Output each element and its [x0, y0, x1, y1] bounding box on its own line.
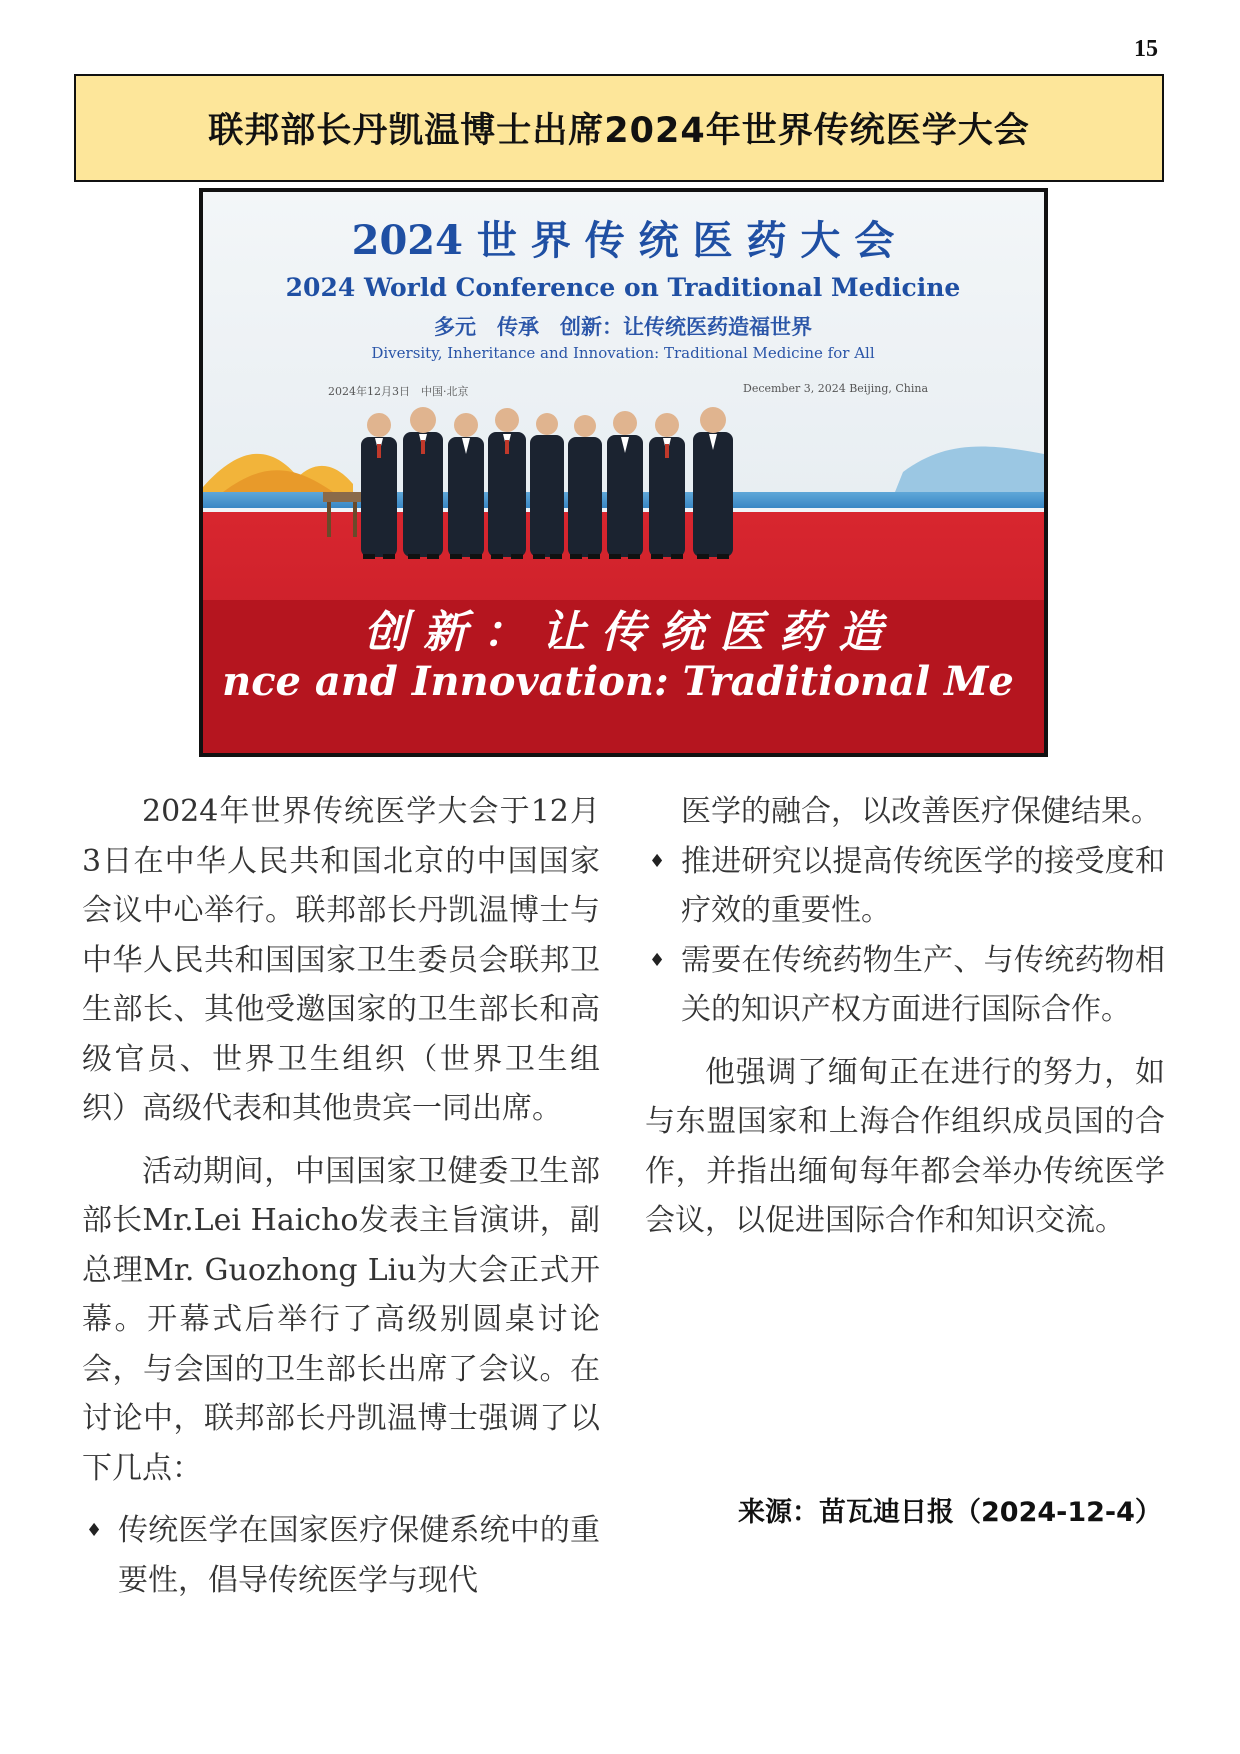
diamond-bullet-icon: ♦: [86, 1520, 103, 1541]
bullet-item-2-text: 推进研究以提高传统医学的接受度和疗效的重要性。: [681, 843, 1165, 928]
stage-banner-en: nce and Innovation: Traditional Me: [222, 658, 1014, 705]
bullet-item-1-continued-text: 医学的融合，以改善医疗保健结果。: [681, 794, 1161, 829]
paragraph-intro: 2024年世界传统医学大会于12月3日在中华人民共和国北京的中国国家会议中心举行。联邦部长丹凯温博士与中华人民共和国国家卫生委员会联邦卫生部长、其他受邀国家的卫生部长和高级官员、世界卫生组织（世界卫生组织）高级代表和其他贵宾一同出席。: [82, 794, 600, 1126]
bullet-item-1: [82, 1506, 600, 1605]
diamond-bullet-icon: ♦: [649, 949, 666, 971]
left-column: [82, 787, 600, 1605]
group-of-delegates: [361, 407, 733, 559]
conference-photo: [199, 188, 1048, 757]
article-title-box: [74, 74, 1164, 182]
bullet-item-3: [645, 936, 1165, 1035]
diamond-bullet-icon: ♦: [649, 850, 666, 872]
banner-theme-en: Diversity, Inheritance and Innovation: Traditional Medicine for All: [371, 344, 875, 362]
bullet-item-3-text: 需要在传统药物生产、与传统药物相关的知识产权方面进行国际合作。: [681, 942, 1165, 1027]
banner-date-en: December 3, 2024 Beijing, China: [743, 382, 929, 395]
page-number: 15: [1134, 36, 1158, 62]
paragraph-emphasis: 他强调了缅甸正在进行的努力，如与东盟国家和上海合作组织成员国的合作，并指出缅甸每年都会举办传统医学会议，以促进国际合作和知识交流。: [645, 1054, 1165, 1238]
stage-banner-cn: 创 新 ： 让 传 统 医 药 造: [363, 607, 883, 658]
banner-date-cn: 2024年12月3日 中国·北京: [328, 385, 469, 398]
right-column: [645, 787, 1165, 1246]
banner-title-en: 2024 World Conference on Traditional Medicine: [285, 273, 961, 302]
article-source: 来源：苗瓦迪日报（2024-12-4）: [738, 1497, 1162, 1528]
paragraph-event: 活动期间，中国国家卫健委卫生部部长Mr.Lei Haicho发表主旨演讲，副总理Mr. Guozhong Liu为大会正式开幕。开幕式后举行了高级别圆桌讨论会，与会国的卫生部长出席了会议。在讨论中，联邦部长丹凯温博士强调了以下几点：: [82, 1153, 600, 1486]
bullet-item-1-text: 传统医学在国家医疗保健系统中的重要性，倡导传统医学与现代: [118, 1513, 600, 1598]
bullet-item-2: [645, 837, 1165, 936]
article-title: 联邦部长丹凯温博士出席2024年世界传统医学大会: [208, 111, 1030, 151]
conference-photo-illustration: [203, 192, 1044, 753]
bullet-item-1-continued: [645, 787, 1165, 837]
banner-theme-cn: 多元 传承 创新：让传统医药造福世界: [434, 314, 812, 339]
banner-title-cn: 2024 世 界 传 统 医 药 大 会: [351, 217, 895, 264]
